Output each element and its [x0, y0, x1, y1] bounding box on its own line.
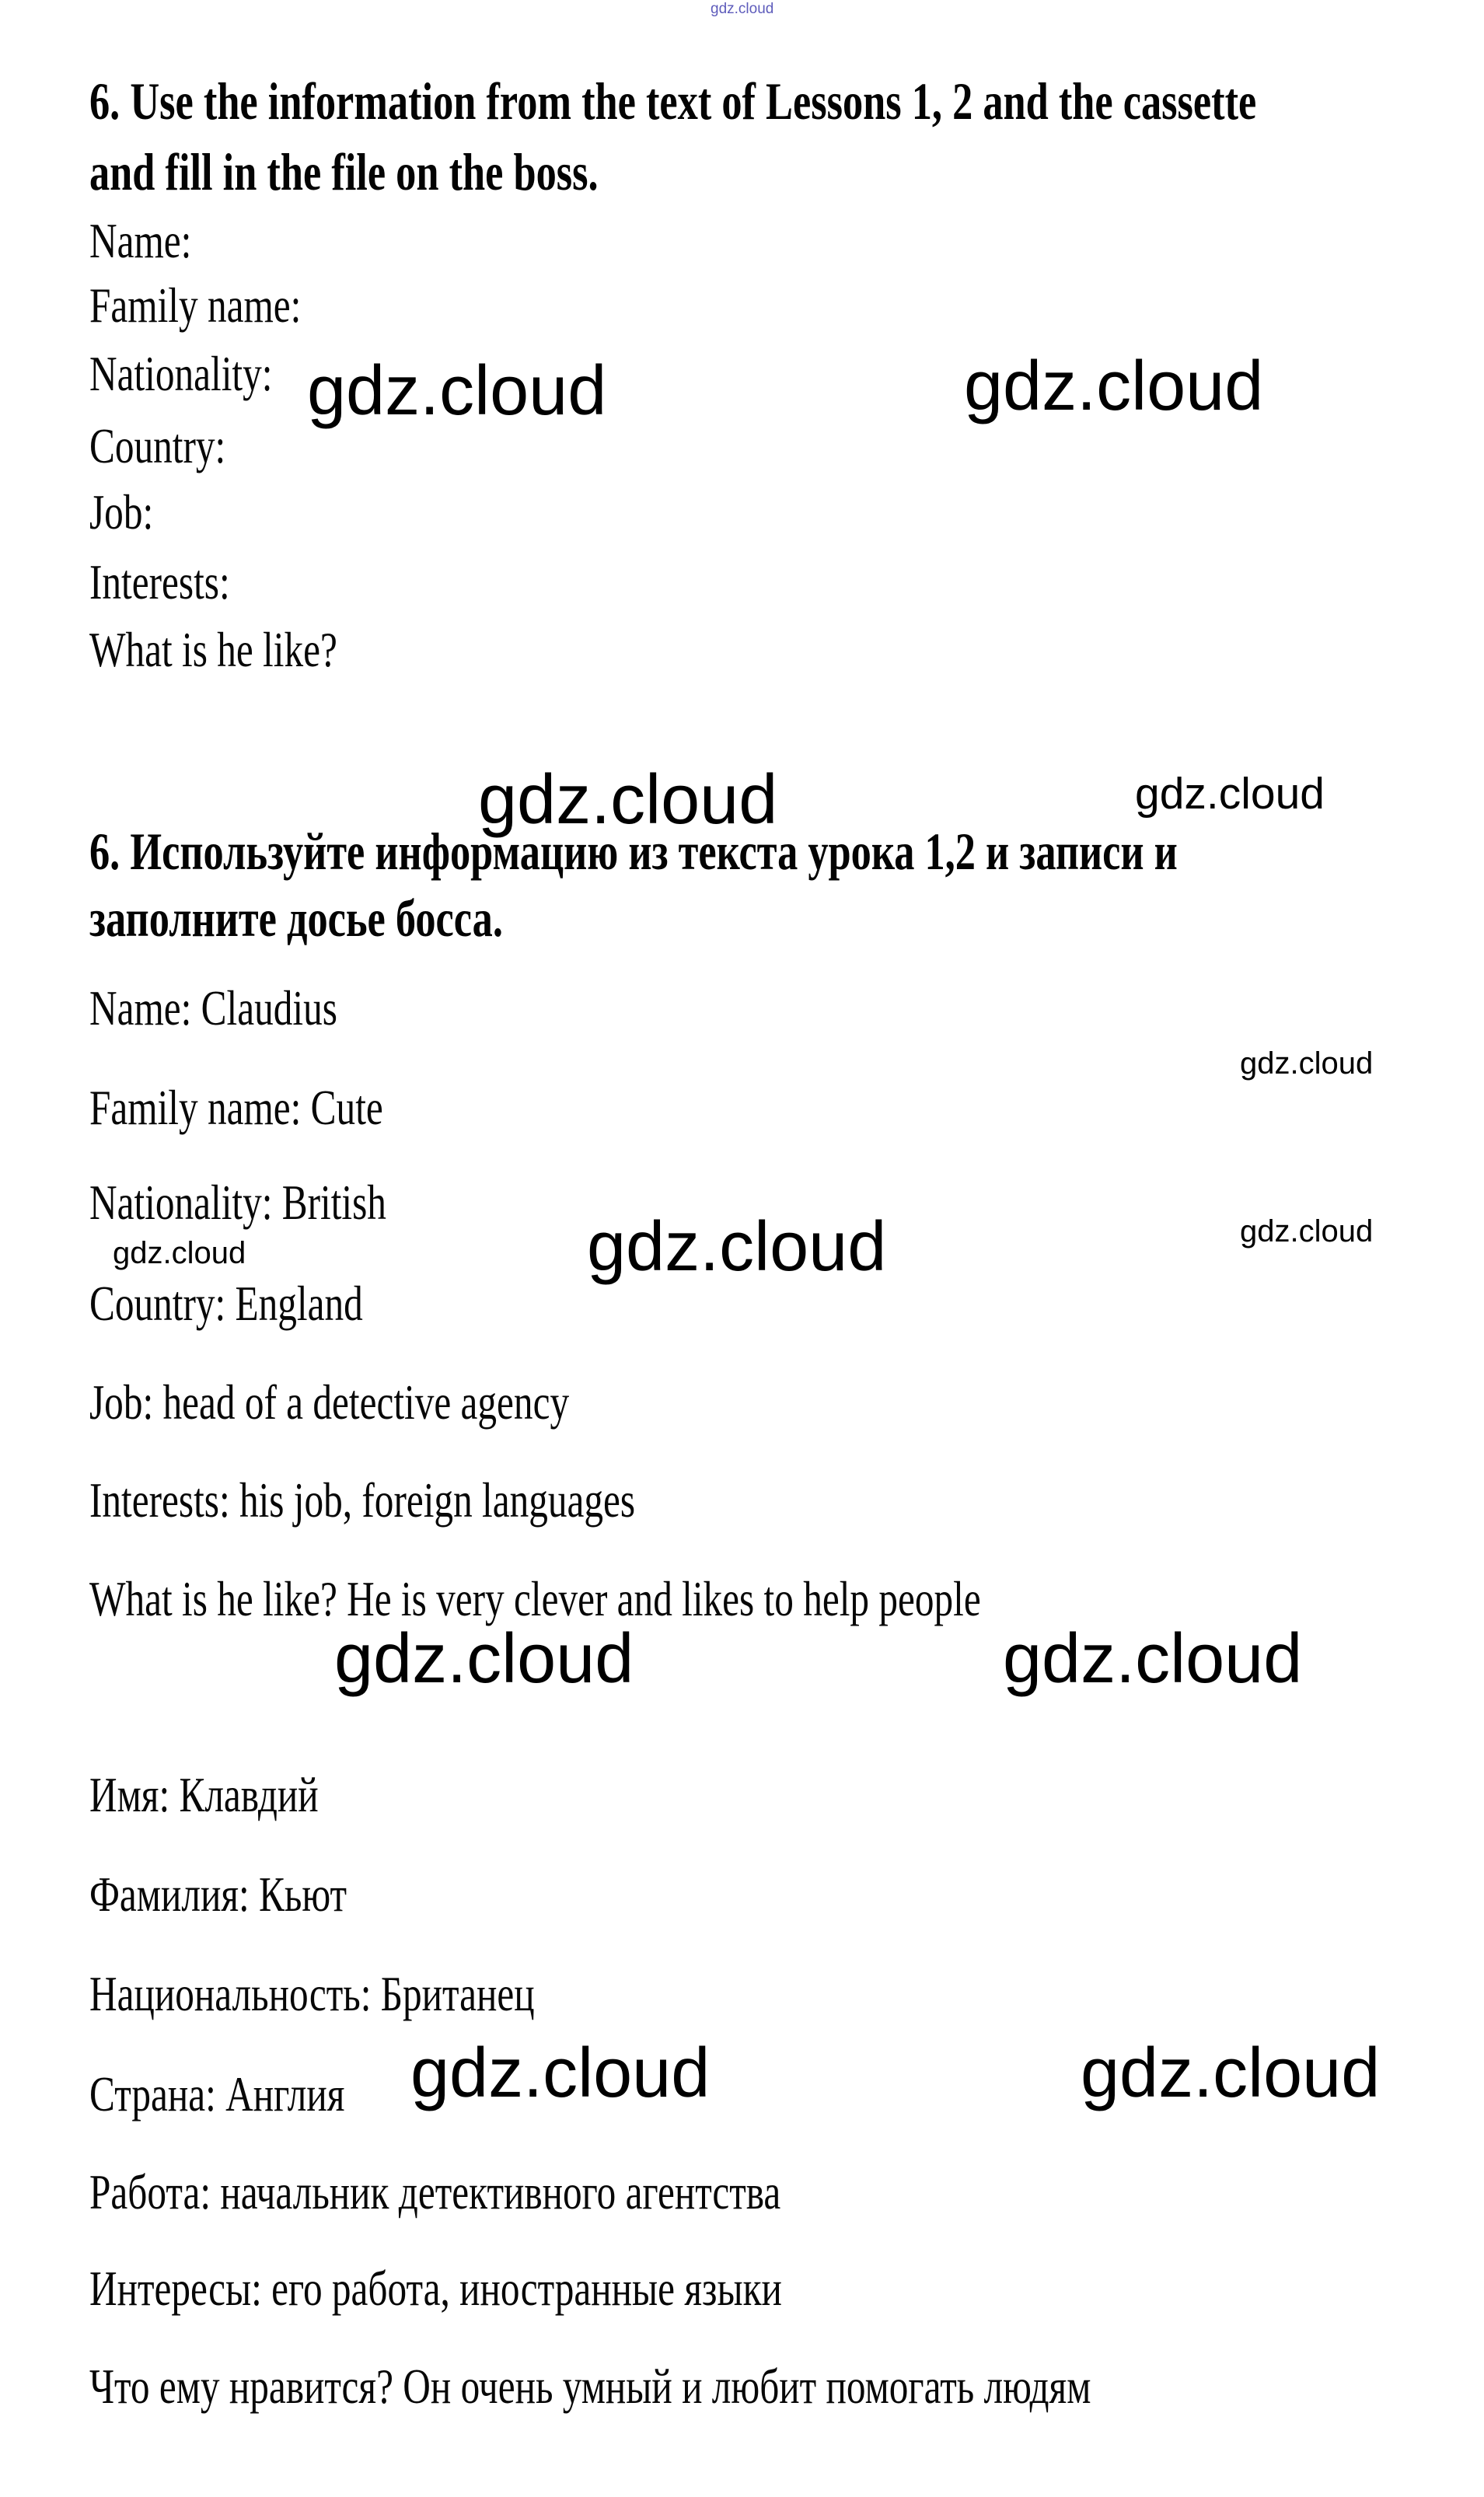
form-field-country: Country: — [89, 418, 226, 473]
watermark: gdz.cloud — [1003, 1620, 1303, 1698]
watermark: gdz.cloud — [1135, 769, 1325, 819]
answer-family-name: Family name: Cute — [89, 1080, 383, 1135]
translation-what-he-likes: Что ему нравится? Он очень умный и любит помогать людям — [89, 2359, 1091, 2414]
translation-interests: Интересы: его работа, иностранные языки — [89, 2261, 782, 2316]
form-field-nationality: Nationality: — [89, 346, 273, 401]
watermark: gdz.cloud — [964, 347, 1264, 425]
ru-task-heading-line: заполните досье босса. — [89, 889, 503, 948]
answer-interests: Interests: his job, foreign languages — [89, 1472, 636, 1528]
watermark: gdz.cloud — [113, 1236, 246, 1270]
translation-job: Работа: начальник детективного агентства — [89, 2164, 781, 2219]
answer-country: Country: England — [89, 1276, 363, 1331]
translation-name: Имя: Клавдий — [89, 1767, 319, 1822]
watermark: gdz.cloud — [1240, 1046, 1374, 1081]
form-field-name: Name: — [89, 213, 192, 268]
form-field-interests: Interests: — [89, 554, 230, 609]
watermark: gdz.cloud — [307, 352, 607, 430]
answer-nationality: Nationality: British — [89, 1175, 386, 1230]
watermark: gdz.cloud — [478, 761, 778, 839]
answer-what-is-he-like: What is he like? He is very clever and likes to help people — [89, 1571, 981, 1626]
form-field-what-is-he-like: What is he like? — [89, 622, 337, 677]
en-task-heading-line: and fill in the file on the boss. — [89, 142, 599, 201]
answer-job: Job: head of a detective agency — [89, 1374, 570, 1430]
form-field-family-name: Family name: — [89, 278, 302, 333]
ru-task-heading-line: 6. Используйте информацию из текста урока 1,2 и записи и — [89, 822, 1178, 881]
translation-nationality: Национальность: Британец — [89, 1966, 535, 2021]
en-task-heading-line: 6. Use the information from the text of Lessons 1, 2 and the cassette — [89, 72, 1257, 131]
translation-family-name: Фамилия: Кьют — [89, 1867, 347, 1922]
form-field-job: Job: — [89, 484, 154, 540]
watermark-top: gdz.cloud — [711, 1, 774, 17]
watermark: gdz.cloud — [410, 2034, 711, 2112]
watermark: gdz.cloud — [1081, 2034, 1381, 2112]
watermark: gdz.cloud — [1240, 1214, 1374, 1248]
answer-name: Name: Claudius — [89, 980, 337, 1035]
translation-country: Страна: Англия — [89, 2066, 345, 2122]
watermark: gdz.cloud — [587, 1208, 887, 1286]
watermark: gdz.cloud — [334, 1620, 634, 1698]
